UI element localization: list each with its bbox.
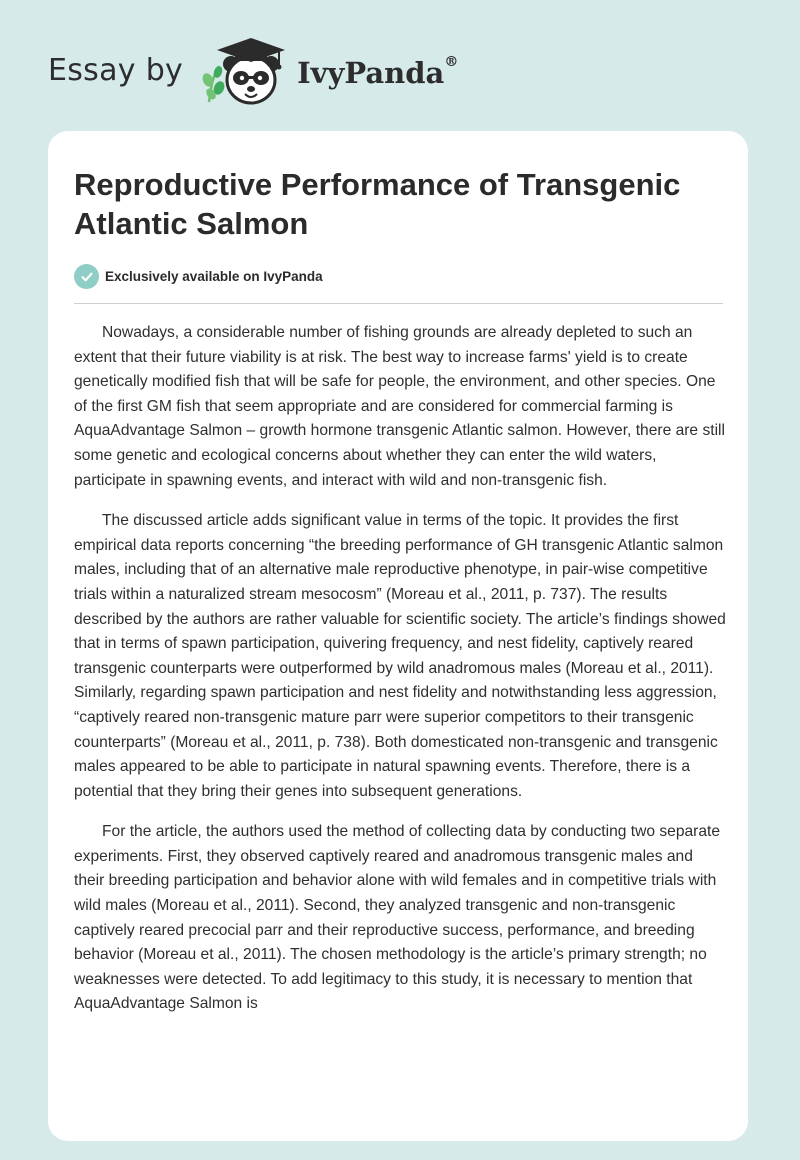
essay-card: [48, 131, 748, 1141]
essay-title: Reproductive Performance of Transgenic Atlantic Salmon: [74, 167, 681, 241]
essay-body: [74, 321, 726, 1033]
paragraph-2: The discussed article adds significant value in terms of the topic. It provides the first empirical data reports concerning “the breeding performance of GH transgenic Atlantic salmon males, including that of an alternative male reproductive phenotype, in pair-wise competitive trials within a naturalized stream mesocosm” (Moreau et al., 2011, p. 737). The results described by the authors are rather valuable for scientific society. The article’s findings showed that in terms of spawn participation, quivering frequency, and nest fidelity, captively reared transgenic counterparts were outperformed by wild anadromous males (Moreau et al., 2011). Similarly, regarding spawn participation and nest fidelity and notwithstanding less aggression, “captively reared non-transgenic mature parr were superior competitors to their transgenic counterparts” (Moreau et al., 2011, p. 738). Both domesticated non-transgenic and transgenic males appeared to be able to participate in natural spawning events. Therefore, there is a potential that they bring their genes into subsequent generations.: [74, 512, 726, 800]
exclusive-label: Exclusively available on IvyPanda: [105, 269, 323, 284]
brand-name[interactable]: [297, 56, 458, 90]
check-icon: [74, 264, 99, 289]
site-header: [48, 36, 458, 108]
title-divider: [74, 303, 723, 304]
essay-by-label: Essay by: [48, 52, 184, 88]
exclusive-badge: [74, 264, 323, 289]
panda-graduate-logo-icon[interactable]: [199, 36, 291, 108]
registered-mark: ®: [444, 54, 459, 70]
brand-name-text: IvyPanda: [297, 56, 445, 90]
paragraph-3: For the article, the authors used the method of collecting data by conducting two separate experiments. First, they observed captively reared and anadromous transgenic males and their breeding participation and behavior alone with wild females and in competitive trials with wild males (Moreau et al., 2011). Second, they analyzed transgenic and non-transgenic captively reared precocial parr and their reproductive success, performance, and breeding behavior (Moreau et al., 2011). The chosen methodology is the article’s primary strength; no weaknesses were detected. To add legitimacy to this study, it is necessary to mention that AquaAdvantage Salmon is: [74, 823, 721, 1013]
paragraph-1: Nowadays, a considerable number of fishing grounds are already depleted to such an extent that their future viability is at risk. The best way to increase farms' yield is to create genetically modified fish that will be safe for people, the environment, and other species. One of the first GM fish that seem appropriate and are considered for commercial farming is AquaAdvantage Salmon – growth hormone transgenic Atlantic salmon. However, there are still some genetic and ecological concerns about whether they can enter the wild waters, participate in spawning events, and interact with wild and non-transgenic fish.: [74, 324, 725, 489]
